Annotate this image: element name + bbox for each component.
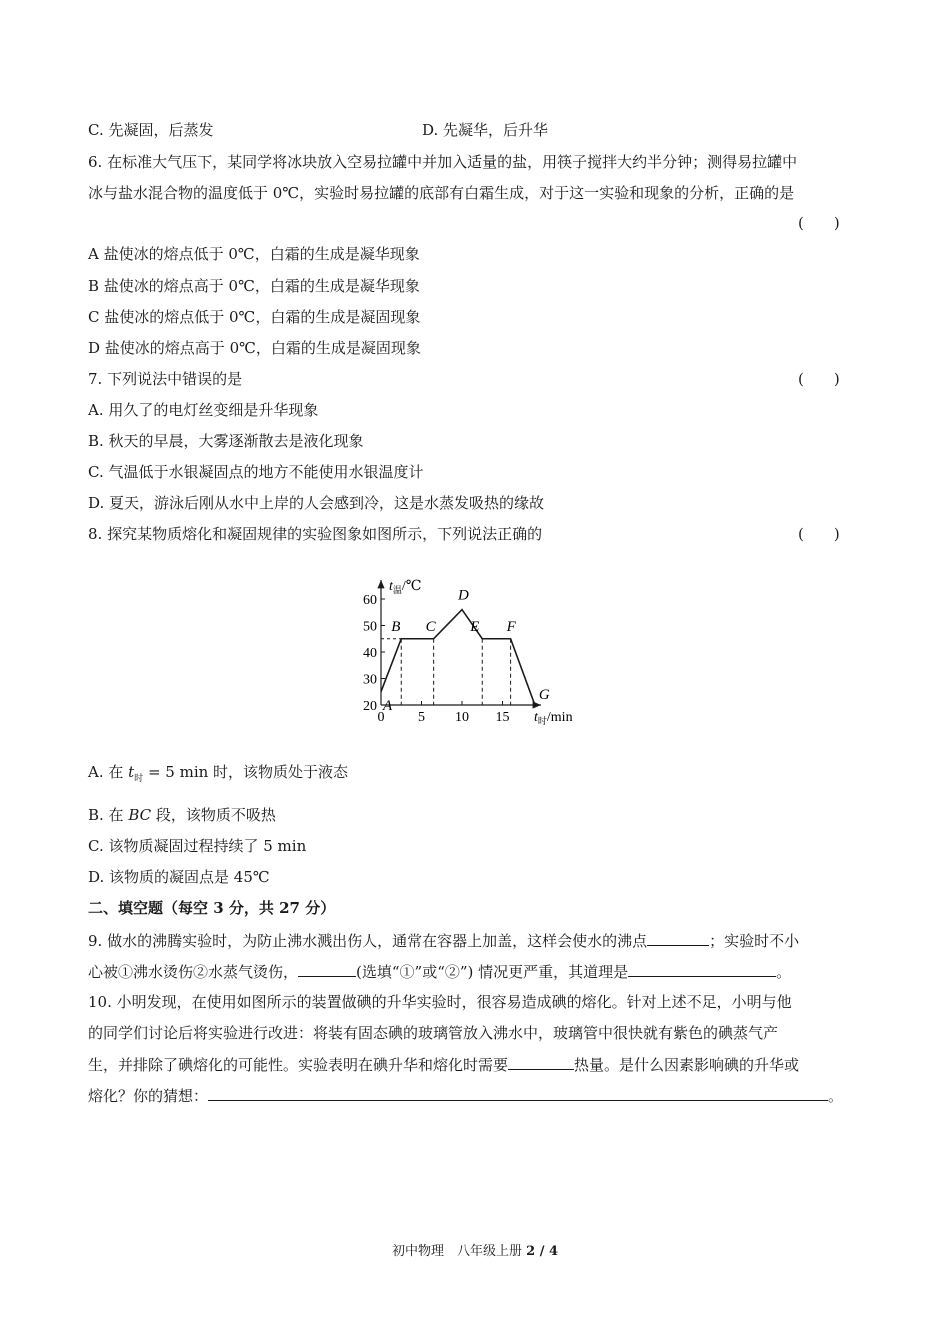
q9-line2-text-b: (选填“①”或“②”) 情况更严重，其道理是 xyxy=(356,963,629,981)
footer-text: 初中物理 八年级上册 xyxy=(391,1244,527,1259)
q8-option-a-suffix: = 5 min 时，该物质处于液态 xyxy=(143,763,349,781)
q9-blank-3[interactable] xyxy=(628,961,776,977)
q8-option-a xyxy=(88,762,348,789)
q7-answer-paren: ( ) xyxy=(798,370,840,388)
q9-line2-text-a: 心被①沸水烫伤②水蒸气烫伤， xyxy=(88,963,299,981)
x-tick-label: 10 xyxy=(455,710,469,725)
q7-option-b: B. 秋天的早晨，大雾逐渐散去是液化现象 xyxy=(88,432,364,450)
q10-line4-text-a: 熔化？你的猜想： xyxy=(88,1087,209,1105)
point-label-e: E xyxy=(470,618,480,635)
q8-option-b-prefix: B. 在 xyxy=(88,806,129,824)
q8-option-d: D. 该物质的凝固点是 45℃ xyxy=(88,868,270,886)
y-tick-label: 40 xyxy=(363,646,377,661)
q8-option-b xyxy=(88,805,276,825)
y-tick-label: 30 xyxy=(363,672,377,688)
q8-option-a-var: t xyxy=(128,763,135,781)
x-axis-label-var: t xyxy=(534,710,538,725)
q9-line2-text-c: 。 xyxy=(776,963,792,981)
point-label-c: C xyxy=(425,618,436,635)
section-2-heading: 二、填空题（每空 3 分，共 27 分） xyxy=(88,899,336,917)
y-axis-label-sub: 温 xyxy=(392,585,402,595)
q7-option-a: A. 用久了的电灯丝变细是升华现象 xyxy=(88,401,319,419)
q8-temperature-time-chart xyxy=(350,572,590,732)
q10-line4 xyxy=(88,1085,843,1106)
q9-blank-2[interactable] xyxy=(298,961,356,977)
q10-line3-text-a: 生，并排除了碘熔化的可能性。实验表明在碘升华和熔化时需要 xyxy=(88,1056,509,1074)
page-number: 2 / 4 xyxy=(526,1244,559,1259)
y-tick-label: 20 xyxy=(363,699,377,714)
q9-line1-text-a: 9. 做水的沸腾实验时，为防止沸水溅出伤人，通常在容器上加盖，这样会使水的沸点 xyxy=(88,932,648,950)
q9-line2 xyxy=(88,961,791,982)
page-footer xyxy=(0,1240,950,1259)
q8-stem: 8. 探究某物质熔化和凝固规律的实验图象如图所示，下列说法正确的 xyxy=(88,525,543,543)
q10-line2: 的同学们讨论后将实验进行改进：将装有固态碘的玻璃管放入沸水中，玻璃管中很快就有紫色的碘蒸气产 xyxy=(88,1024,779,1042)
y-axis-label xyxy=(389,579,421,595)
point-label-a: A xyxy=(383,697,393,714)
q8-option-c: C. 该物质凝固过程持续了 5 min xyxy=(88,837,307,855)
x-axis-label-unit: /min xyxy=(546,710,573,725)
q8-answer-paren: ( ) xyxy=(798,525,840,543)
point-label-b: B xyxy=(391,618,401,635)
point-label-d: D xyxy=(458,587,469,604)
x-tick-label: 0 xyxy=(377,710,385,725)
q7-option-c: C. 气温低于水银凝固点的地方不能使用水银温度计 xyxy=(88,463,424,481)
x-axis-label xyxy=(534,710,573,726)
q10-line3 xyxy=(88,1054,799,1075)
q6-option-d: D 盐使冰的熔点高于 0℃，白霜的生成是凝固现象 xyxy=(88,339,421,357)
y-tick-label: 50 xyxy=(363,619,377,635)
q5-option-d: D. 先凝华，后升华 xyxy=(422,121,549,139)
q10-line4-text-b: 。 xyxy=(828,1087,844,1105)
x-tick-label: 5 xyxy=(418,710,425,725)
y-axis-label-var: t xyxy=(389,579,393,594)
q7-option-d: D. 夏天，游泳后刚从水中上岸的人会感到冷，这是水蒸发吸热的缘故 xyxy=(88,494,545,512)
q6-option-c: C 盐使冰的熔点低于 0℃，白霜的生成是凝固现象 xyxy=(88,308,421,326)
q10-blank-1[interactable] xyxy=(508,1054,574,1070)
q10-line3-text-b: 热量。是什么因素影响碘的升华或 xyxy=(574,1056,800,1074)
q8-option-b-var: BC xyxy=(128,806,152,824)
q8-option-b-suffix: 段，该物质不吸热 xyxy=(151,806,276,824)
q5-option-c: C. 先凝固，后蒸发 xyxy=(88,121,214,139)
q6-stem-line2: 冰与盐水混合物的温度低于 0℃，实验时易拉罐的底部有白霜生成，对于这一实验和现象的分析，正确的是 xyxy=(88,184,795,202)
point-label-g: G xyxy=(538,687,550,703)
q10-blank-2[interactable] xyxy=(208,1085,828,1101)
q7-stem: 7. 下列说法中错误的是 xyxy=(88,370,243,388)
q8-option-a-sub: 时 xyxy=(134,774,144,784)
q6-option-a: A 盐使冰的熔点低于 0℃，白霜的生成是凝华现象 xyxy=(88,245,420,263)
q10-line1: 10. 小明发现，在使用如图所示的装置做碘的升华实验时，很容易造成碘的熔化。针对上述不足，小明与他 xyxy=(88,993,792,1011)
y-tick-label: 60 xyxy=(363,593,377,608)
y-axis-label-unit: /℃ xyxy=(401,579,422,594)
point-label-f: F xyxy=(506,618,516,635)
x-axis-label-sub: 时 xyxy=(537,716,547,726)
q8-option-a-prefix: A. 在 xyxy=(88,763,129,781)
q9-blank-1[interactable] xyxy=(647,930,709,946)
q6-option-b: B 盐使冰的熔点高于 0℃，白霜的生成是凝华现象 xyxy=(88,277,420,295)
q6-answer-paren: ( ) xyxy=(798,214,840,232)
q9-line1-text-b: ；实验时不小 xyxy=(709,932,800,950)
q6-stem-line1: 6. 在标准大气压下，某同学将冰块放入空易拉罐中并加入适量的盐，用筷子搅拌大约半分钟；测得易拉罐中 xyxy=(88,153,798,171)
q9-line1 xyxy=(88,930,799,951)
x-tick-label: 15 xyxy=(495,710,510,725)
